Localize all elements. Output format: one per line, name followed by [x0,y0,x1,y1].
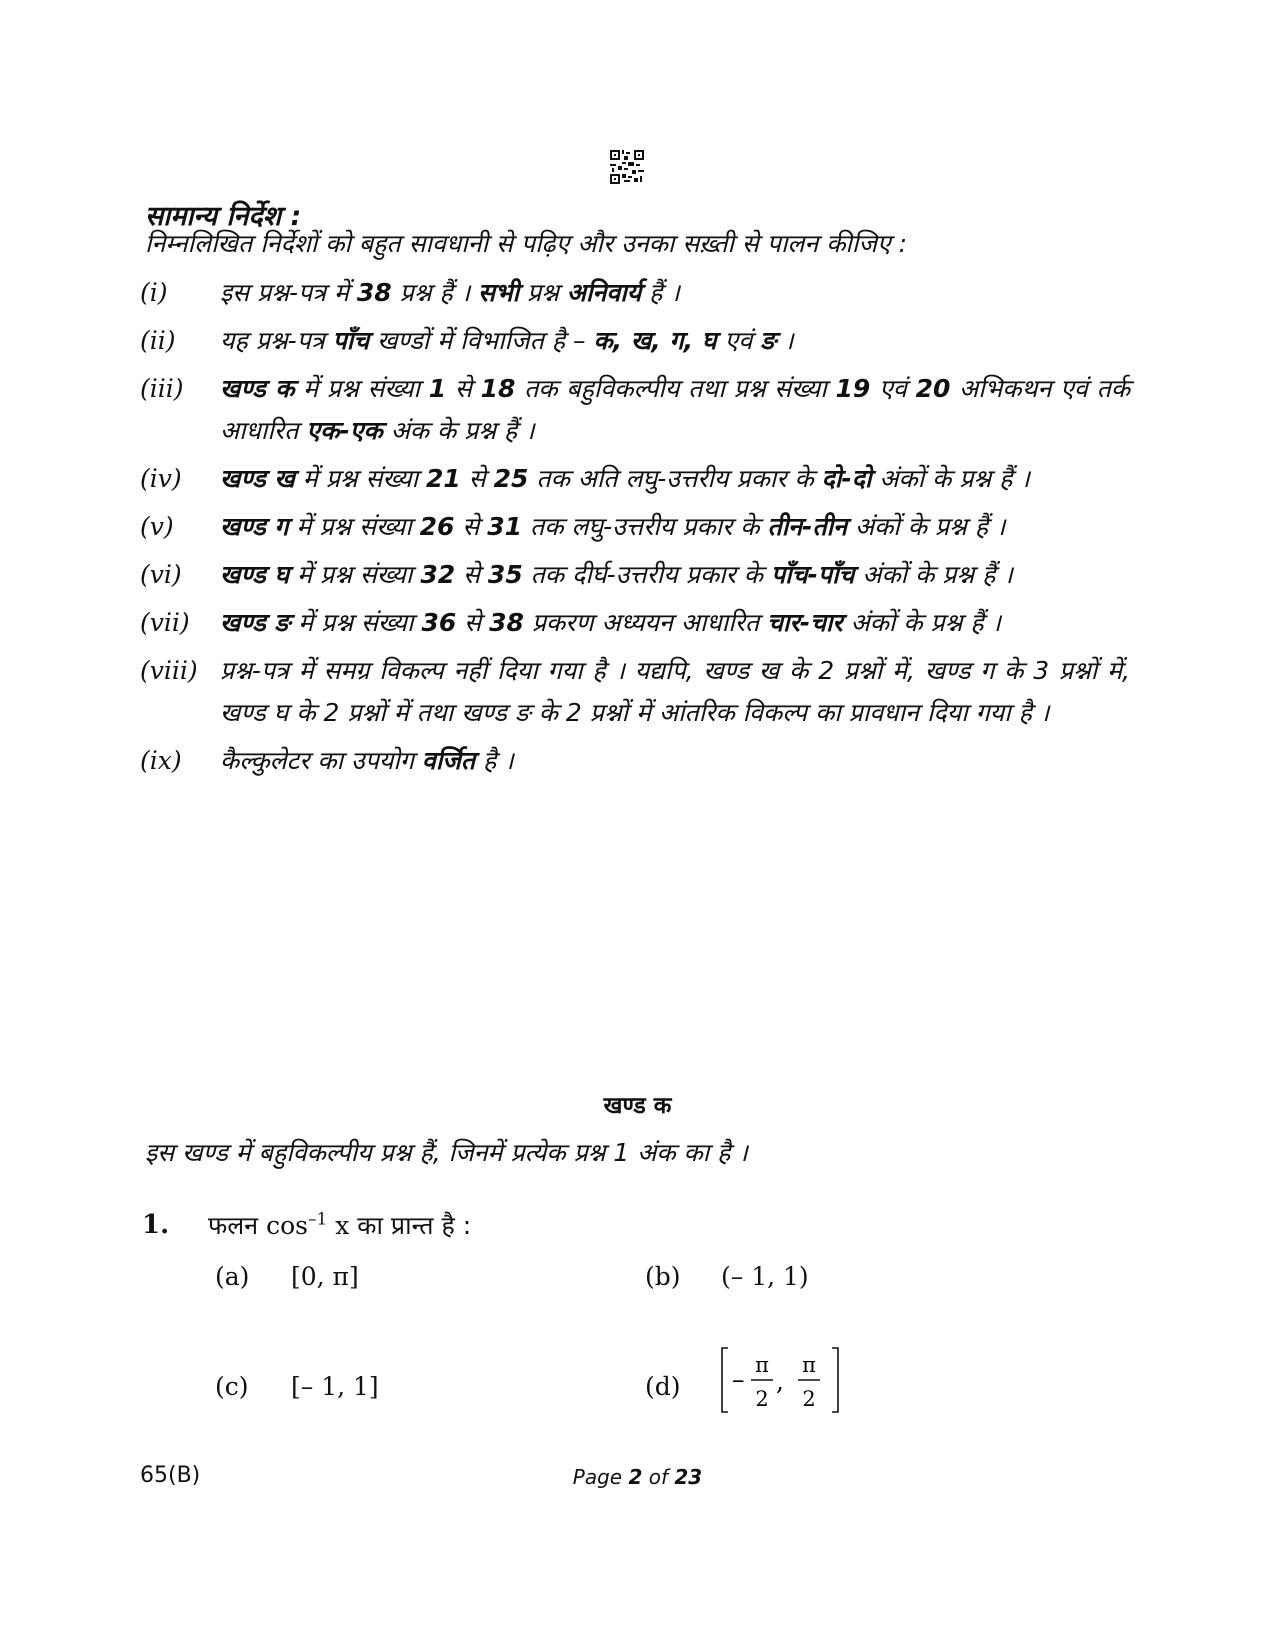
instruction-segment: में प्रश्न संख्या [294,464,426,493]
page-number: Page 2 of 23 [572,1465,703,1489]
option-b-value: (– 1, 1) [721,1262,809,1291]
option-c-label: (c) [215,1372,249,1401]
emphasis-text: खण्ड ख [220,464,295,493]
instruction-segment: में प्रश्न संख्या [288,512,420,541]
emphasis-text: 20 [915,374,951,403]
instruction-text [220,506,1130,548]
instruction-segment: से [446,374,481,403]
qr-code-icon [610,150,644,184]
instruction-segment: तक बहुविकल्पीय तथा प्रश्न संख्या [515,374,836,403]
emphasis-text: वर्जित [421,746,476,775]
comma: , [776,1367,784,1396]
emphasis-text: एक-एक [306,416,383,445]
instructions-heading: सामान्य निर्देश : [145,201,302,232]
option-d-value [720,1344,840,1416]
emphasis-text: ङ [760,326,777,355]
instruction-text [220,650,1130,734]
emphasis-text: खण्ड क [220,374,295,403]
instruction-text [220,368,1130,452]
emphasis-text: 26 [419,512,455,541]
emphasis-text: चार-चार [767,608,843,637]
instruction-segment: प्रश्न-पत्र में समग्र विकल्प नहीं दिया गया है । यद्यपि, खण्ड ख के 2 प्रश्नों में, खण्ड ग के 3 प्रश्नों में, खण्ड घ के 2 प्रश्नों में तथा खण्ड ङ के 2 प्रश्नों में आंतरिक विकल्प का प्रावधान दिया गया है । [220,656,1130,727]
emphasis-text: 36 [421,608,457,637]
instruction-segment: हैं । [641,278,680,307]
instruction-number: (vii) [140,608,190,637]
instruction-segment: अंकों के प्रश्न हैं । [842,608,1002,637]
option-a [215,1262,359,1291]
instruction-segment: से [455,560,488,589]
instruction-text [220,320,1130,362]
instruction-segment: तक लघु-उत्तरीय प्रकार के [522,512,768,541]
emphasis-text: सभी [478,278,520,307]
instructions-list [140,272,1130,782]
option-c [215,1372,379,1401]
instruction-segment: खण्डों में विभाजित है – [369,326,594,355]
emphasis-text: क, ख, ग, घ [593,326,717,355]
instruction-segment: यह प्रश्न-पत्र [220,326,333,355]
option-b-label: (b) [645,1262,681,1291]
instruction-segment: अंकों के प्रश्न हैं । [854,560,1013,589]
frac2-numerator: π [802,1353,816,1377]
instruction-segment: से [460,464,494,493]
instruction-segment: इस प्रश्न-पत्र में [220,278,357,307]
instruction-number: (i) [140,278,168,307]
instruction-segment: से [454,512,488,541]
question-text: फलन $\cos^{-1} x$ का प्रान्त है : [208,1209,472,1240]
instruction-segment: में प्रश्न संख्या [290,608,422,637]
emphasis-text: 38 [356,278,392,307]
emphasis-text: 19 [835,374,871,403]
instruction-item [140,554,1130,596]
option-b [645,1262,809,1291]
question-number: 1. [142,1210,170,1240]
instruction-number: (viii) [140,656,198,685]
instruction-segment: अंकों के प्रश्न हैं । [871,464,1030,493]
minus-sign: – [732,1365,745,1394]
instruction-item [140,272,1130,314]
frac1-denominator: 2 [755,1387,769,1411]
frac2-denominator: 2 [802,1387,816,1411]
option-c-value: [– 1, 1] [291,1372,379,1401]
instruction-segment: तक अति लघु-उत्तरीय प्रकार के [528,464,822,493]
option-a-value: [0, π] [291,1262,359,1291]
instruction-segment: प्रश्न हैं । [391,278,479,307]
instruction-segment: अंकों के प्रश्न हैं । [847,512,1006,541]
instruction-number: (vi) [140,560,182,589]
instruction-segment: में प्रश्न संख्या [289,560,421,589]
instruction-segment: । [776,326,794,355]
instruction-number: (ii) [140,326,176,355]
instruction-item [140,506,1130,548]
emphasis-text: खण्ड ङ [220,608,291,637]
instruction-text [220,740,1130,782]
instruction-item [140,740,1130,782]
frac1-numerator: π [755,1353,769,1377]
emphasis-text: 25 [493,464,529,493]
instruction-segment: तक दीर्घ-उत्तरीय प्रकार के [522,560,771,589]
instruction-segment: प्रश्न [519,278,567,307]
emphasis-text: खण्ड ग [220,512,289,541]
option-d [645,1372,721,1401]
instruction-item [140,320,1130,362]
option-d-label: (d) [645,1372,681,1401]
emphasis-text: 1 [428,374,447,403]
instruction-text [220,272,1130,314]
right-bracket [832,1348,838,1412]
instruction-segment: है । [475,746,514,775]
emphasis-text: 38 [489,608,524,637]
instruction-item [140,650,1130,734]
emphasis-text: पाँच-पाँच [770,560,855,589]
emphasis-text: 21 [426,464,461,493]
instruction-item [140,368,1130,452]
instruction-segment: से [456,608,490,637]
emphasis-text: 35 [487,560,523,589]
instruction-segment: प्रकरण अध्ययन आधारित [523,608,768,637]
instruction-segment: अभिकथन एवं तर्क आधारित [220,374,1131,445]
option-a-label: (a) [215,1262,250,1291]
instruction-segment: एवं [870,374,916,403]
instructions-intro: निम्नलिखित निर्देशों को बहुत सावधानी से पढ़िए और उनका सख़्ती से पालन कीजिए : [145,229,908,258]
section-note: इस खण्ड में बहुविकल्पीय प्रश्न हैं, जिनमें प्रत्येक प्रश्न 1 अंक का है । [145,1138,748,1167]
emphasis-text: अनिवार्य [566,278,642,307]
instruction-text [220,602,1130,644]
emphasis-text: 31 [487,512,523,541]
paper-code: 65(B) [140,1463,201,1488]
instruction-segment: में प्रश्न संख्या [294,374,429,403]
instruction-number: (v) [140,512,174,541]
instruction-item [140,602,1130,644]
instruction-segment: अंक के प्रश्न हैं । [382,416,535,445]
instruction-text [220,554,1130,596]
left-bracket [722,1348,728,1412]
emphasis-text: पाँच [332,326,370,355]
instruction-number: (iv) [140,464,182,493]
emphasis-text: तीन-तीन [767,512,848,541]
instruction-segment: एवं [716,326,761,355]
instruction-item [140,458,1130,500]
emphasis-text: दो-दो [821,464,872,493]
instruction-segment: कैल्कुलेटर का उपयोग [220,746,422,775]
emphasis-text: 18 [480,374,516,403]
section-title: खण्ड क [603,1093,672,1119]
instruction-number: (ix) [140,746,182,775]
instruction-number: (iii) [140,374,184,403]
emphasis-text: 32 [420,560,456,589]
instruction-text [220,458,1130,500]
emphasis-text: खण्ड घ [220,560,290,589]
